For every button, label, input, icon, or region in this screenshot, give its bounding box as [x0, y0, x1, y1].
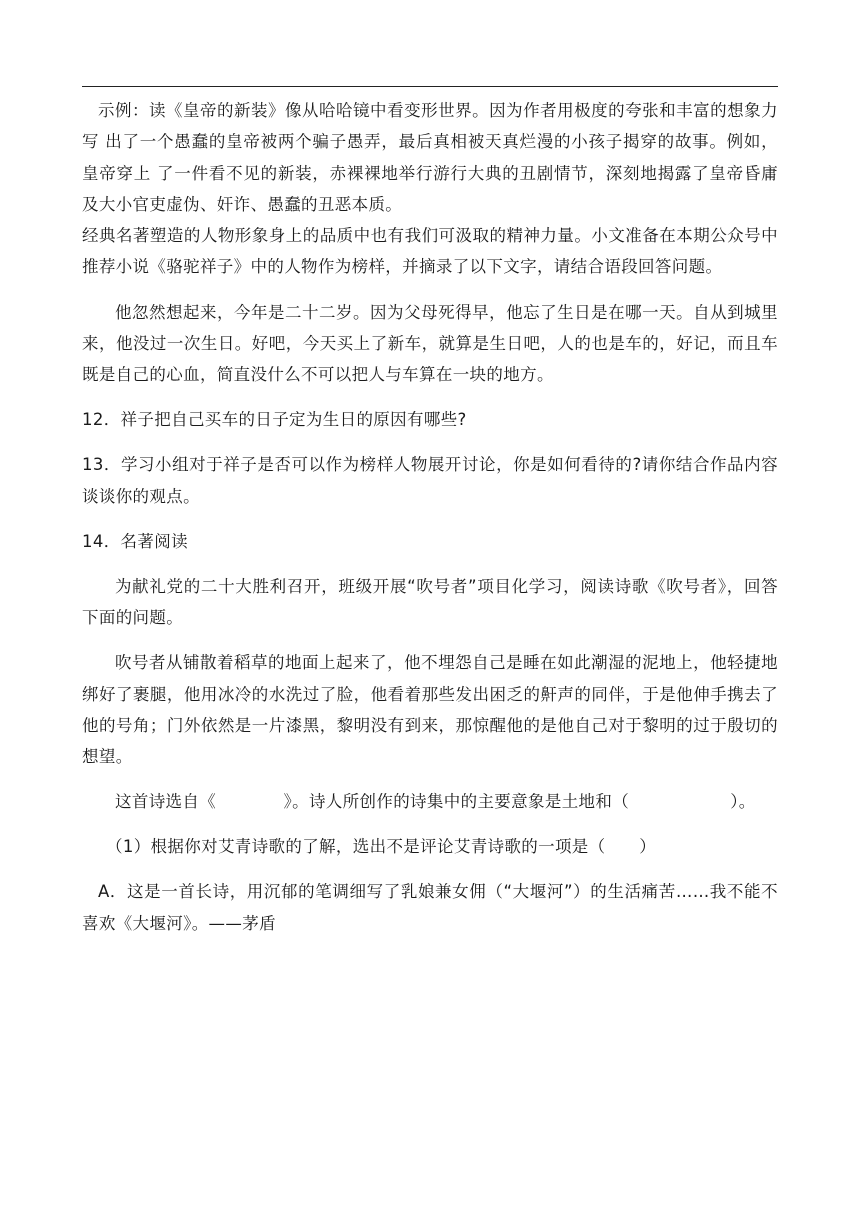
option-a: A．这是一首长诗，用沉郁的笔调细写了乳娘兼女佣（“大堰河”）的生活痛苦……我不能不喜欢《大堰河》。——茅盾	[82, 882, 778, 933]
sub-question-1: （1）根据你对艾青诗歌的了解，选出不是评论艾青诗歌的一项是（ ）	[106, 837, 657, 857]
fill-blank-line: 这首诗选自《 》。诗人所创作的诗集中的主要意象是土地和（ ）。	[115, 792, 756, 812]
document-body	[82, 95, 778, 939]
question-13: 13．学习小组对于祥子是否可以作为榜样人物展开讨论，你是如何看待的?请你结合作品内容谈谈你的观点。	[82, 455, 778, 506]
excerpt-paragraph: 他忽然想起来，今年是二十二岁。因为父母死得早，他忘了生日是在哪一天。自从到城里来，他没过一次生日。好吧，今天买上了新车，就算是生日吧，人的也是车的，好记，而且车既是自己的心血，简直没什么不可以把人与车算在一块的地方。	[82, 302, 778, 385]
intro-paragraph: 经典名著塑造的人物形象身上的品质中也有我们可汲取的精神力量。小文准备在本期公众号中推荐小说《骆驼祥子》中的人物作为榜样，并摘录了以下文字，请结合语段回答问题。	[82, 226, 778, 277]
header-rule	[82, 86, 778, 87]
question-14-title: 14．名著阅读	[82, 531, 188, 551]
question-14-intro: 为献礼党的二十大胜利召开，班级开展“吹号者”项目化学习，阅读诗歌《吹号者》，回答下面的问题。	[82, 576, 778, 628]
example-paragraph: 示例：读《皇帝的新装》像从哈哈镜中看变形世界。因为作者用极度的夸张和丰富的想象力写 出了一个愚蠢的皇帝被两个骗子愚弄，最后真相被天真烂漫的小孩子揭穿的故事。例如，皇帝穿上 了一件看不见的新装，赤裸裸地举行游行大典的丑剧情节，深刻地揭露了皇帝昏庸及大小官吏虚伪、奸诈、愚蠢的丑恶本质。	[82, 101, 778, 214]
poem-excerpt: 吹号者从铺散着稻草的地面上起来了，他不埋怨自己是睡在如此潮湿的泥地上，他轻捷地绑好了裹腿，他用冰冷的水洗过了脸，他看着那些发出困乏的鼾声的同伴，于是他伸手携去了他的号角；门外依然是一片漆黑，黎明没有到来，那惊醒他的是他自己对于黎明的过于殷切的想望。	[82, 653, 778, 767]
question-12: 12．祥子把自己买车的日子定为生日的原因有哪些?	[82, 410, 467, 430]
